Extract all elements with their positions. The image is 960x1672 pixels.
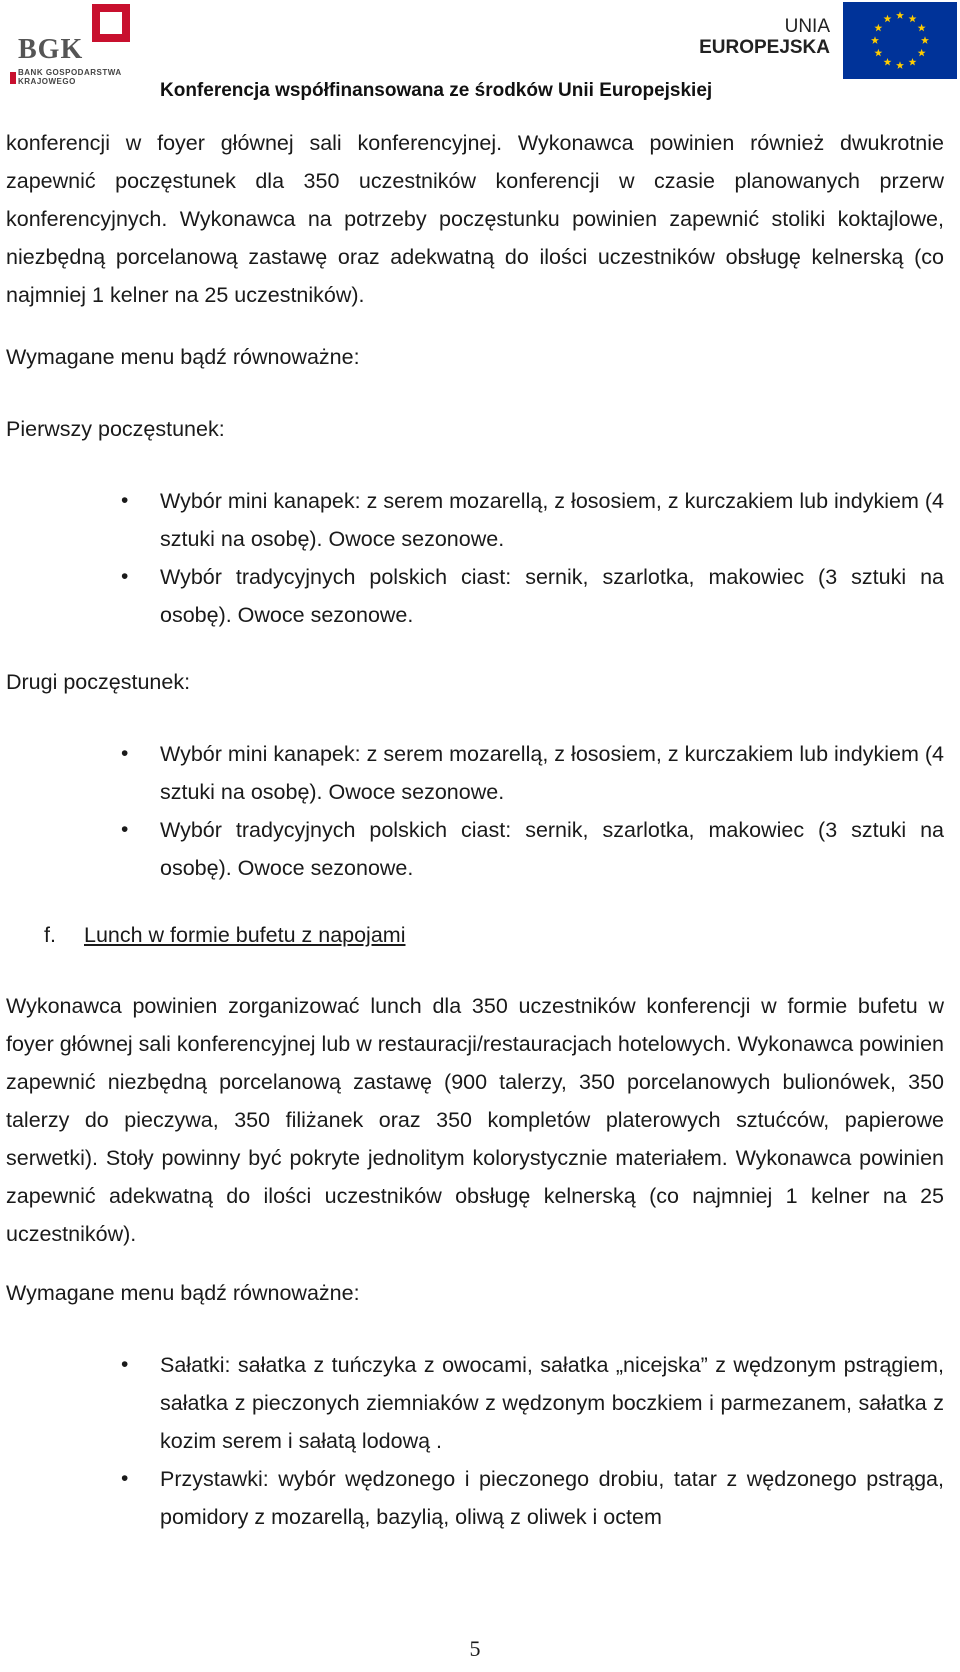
eu-star-icon <box>896 11 904 19</box>
eu-star-icon <box>918 49 926 57</box>
eu-star-icon <box>921 36 929 44</box>
section-f-letter: f. <box>44 923 56 947</box>
bgk-logo-bar <box>10 72 16 84</box>
bgk-logo-subtitle: BANK GOSPODARSTWA KRAJOWEGO <box>18 68 122 86</box>
paragraph-intro: konferencji w foyer głównej sali konferencyjnej. Wykonawca powinien również dwukrotnie zapewnić poczęstunek dla 350 uczestników konferencji w czasie planowanych przerw konferencyjnych. Wykonawca na potrzeby poczęstunku powinien zapewnić stoliki koktajlowe, niezbędną porcelanową zastawę oraz adekwatną do ilości uczestników obsługę kelnerską (co najmniej 1 kelner na 25 uczestników). <box>6 131 944 307</box>
eu-star-icon <box>874 49 882 57</box>
eu-label-line1: UNIA <box>784 16 830 37</box>
first-break-list <box>6 482 944 634</box>
eu-label <box>690 16 830 58</box>
bullet-icon: • <box>121 818 129 841</box>
list-item: • Wybór mini kanapek: z serem mozarellą, z łososiem, z kurczakiem lub indykiem (4 sztuki na osobę). Owoce sezonowe. <box>6 735 944 811</box>
bgk-logo <box>8 2 128 86</box>
eu-star-icon <box>909 15 917 23</box>
eu-star-icon <box>884 15 892 23</box>
section-f-title: Lunch w formie bufetu z napojami <box>84 923 406 947</box>
eu-star-icon <box>918 24 926 32</box>
page-header <box>0 0 960 110</box>
second-break-list <box>6 735 944 887</box>
bullet-icon: • <box>121 489 129 512</box>
list-item: • Sałatki: sałatka z tuńczyka z owocami, sałatka „nicejska” z wędzonym pstrągiem, sałatka z pieczonych ziemniaków z wędzonym boczkiem i parmezanem, sałatka z kozim serem i sałatą lodową . <box>6 1346 944 1460</box>
page-number: 5 <box>469 1636 481 1661</box>
bgk-logo-text: BGK <box>18 34 84 65</box>
section-f-heading <box>44 916 405 954</box>
first-break-label: Pierwszy poczęstunek: <box>6 417 225 441</box>
bullet-icon: • <box>121 742 129 765</box>
menu-label-1: Wymagane menu bądź równoważne: <box>6 345 360 369</box>
paragraph-lunch: Wykonawca powinien zorganizować lunch dla 350 uczestników konferencji w formie bufetu w foyer głównej sali konferencyjnej lub w restauracji/restauracjach hotelowych. Wykonawca powinien zapewnić niezbędną porcelanową zastawę (900 talerzy, 350 porcelanowych bulionówek, 350 talerzy do pieczywa, 350 filiżanek oraz 350 kompletów platerowych sztućców, papierowe serwetki). Stoły powinny być pokryte jednolitym kolorystycznie materiałem. Wykonawca powinien zapewnić adekwatną do ilości uczestników obsługę kelnerską (co najmniej 1 kelner na 25 uczestników). <box>6 994 944 1246</box>
menu-label-2: Wymagane menu bądź równoważne: <box>6 1281 360 1305</box>
list-item: • Przystawki: wybór wędzonego i pieczonego drobiu, tatar z wędzonego pstrąga, pomidory z mozarellą, bazylią, oliwą z oliwek i octem <box>6 1460 944 1536</box>
list-item: • Wybór tradycyjnych polskich ciast: sernik, szarlotka, makowiec (3 sztuki na osobę). Owoce sezonowe. <box>6 558 944 634</box>
lunch-list <box>6 1346 944 1536</box>
eu-star-icon <box>909 58 917 66</box>
eu-star-icon <box>871 36 879 44</box>
eu-label-line2: EUROPEJSKA <box>699 37 830 58</box>
eu-flag-icon <box>843 2 957 79</box>
eu-star-icon <box>874 24 882 32</box>
bullet-icon: • <box>121 565 129 588</box>
second-break-label: Drugi poczęstunek: <box>6 670 191 694</box>
list-item: • Wybór tradycyjnych polskich ciast: sernik, szarlotka, makowiec (3 sztuki na osobę). Owoce sezonowe. <box>6 811 944 887</box>
cofinance-line: Konferencja współfinansowana ze środków Unii Europejskiej <box>160 80 713 101</box>
list-item: • Wybór mini kanapek: z serem mozarellą, z łososiem, z kurczakiem lub indykiem (4 sztuki na osobę). Owoce sezonowe. <box>6 482 944 558</box>
bullet-icon: • <box>121 1353 129 1376</box>
eu-star-icon <box>884 58 892 66</box>
bgk-logo-mark <box>92 4 130 42</box>
eu-star-icon <box>896 61 904 69</box>
bullet-icon: • <box>121 1467 129 1490</box>
